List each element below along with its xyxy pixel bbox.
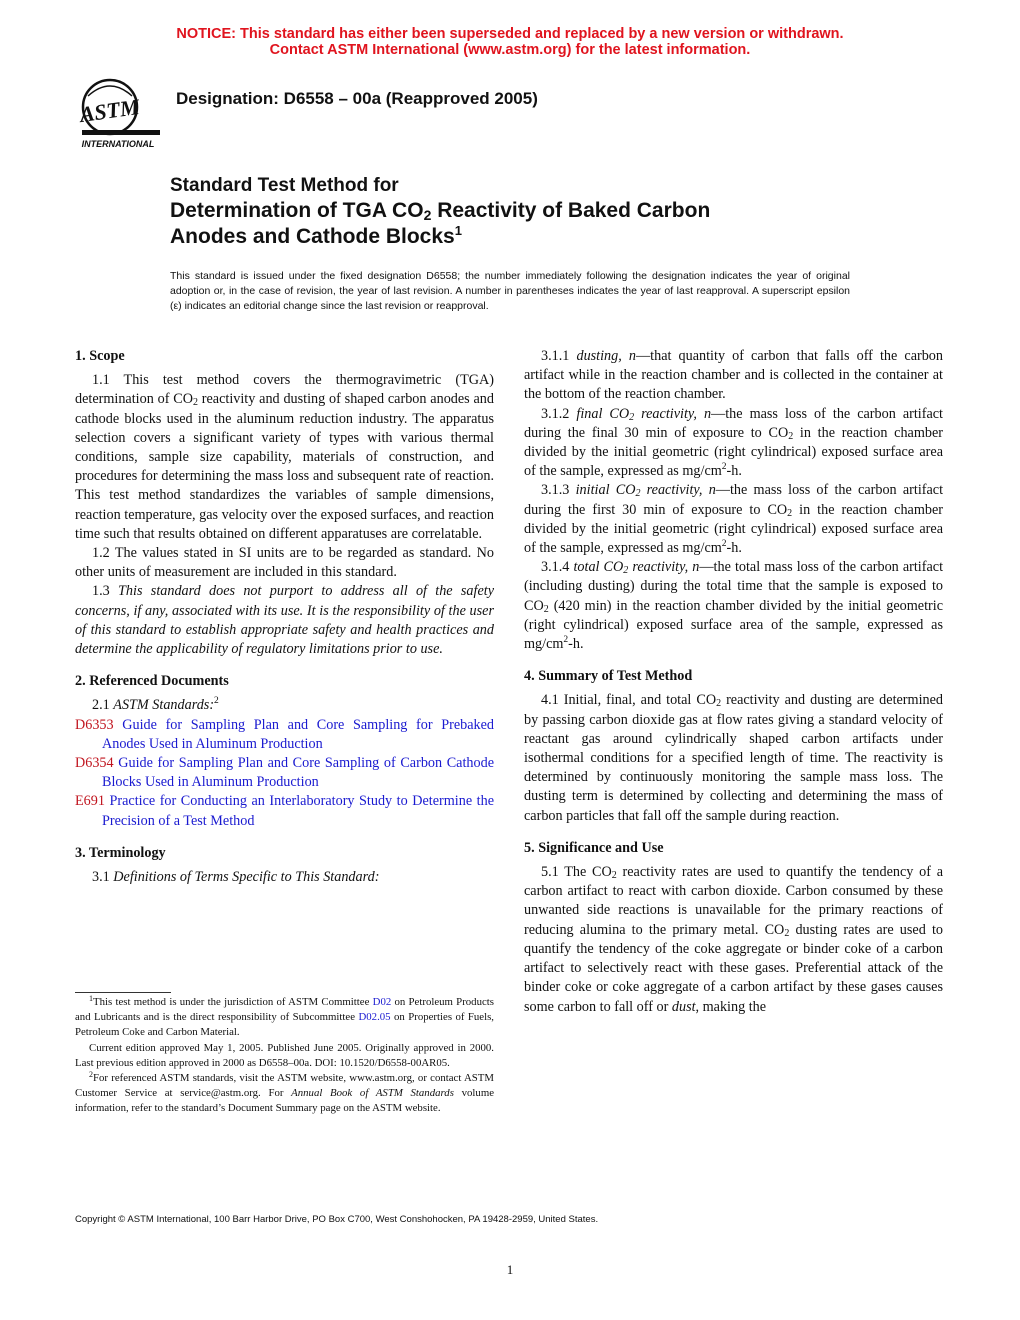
footnotes bbox=[75, 995, 494, 1117]
page-number: 1 bbox=[506, 1262, 514, 1277]
section-heading-significance: 5. Significance and Use bbox=[524, 839, 664, 856]
title-line-2: Anodes and Cathode Blocks$^1$ bbox=[170, 223, 462, 248]
para-3-1-4: 3.1.4 total $CO_2$ reactivity, n—the total mass loss of the carbon artifact (including dusting) during the total time that the sample is exposed to $CO_2$ (420 min) in the reaction chamber divided by the initial geometric (right cylindrical) exposed surface area of the sample, expressed as $mg/cm^2-h$. bbox=[524, 559, 944, 653]
footnote-1-edition: Current edition approved May 1, 2005. Published June 2005. Originally approved in 2000. Last previous edition approved in 2000 as D6558–00a. DOI: 10.1520/D6558-00AR05. bbox=[75, 1041, 494, 1069]
para-2-1: 2.1 ASTM Standards:$^2$ bbox=[92, 696, 219, 714]
ref-link-d6354[interactable]: D6354 Guide for Sampling Plan and Core Sampling of Carbon Cathode Blocks Used in Aluminum Production bbox=[75, 755, 495, 791]
ref-link-d6353[interactable]: D6353 Guide for Sampling Plan and Core Sampling for Prebaked Anodes Used in Aluminum Production bbox=[75, 716, 494, 752]
footnote-rule bbox=[75, 992, 171, 993]
section-heading-summary: 4. Summary of Test Method bbox=[524, 668, 693, 685]
para-1-1: 1.1 This test method covers the thermogravimetric (TGA) determination of $CO_2$ reactivity and dusting of shaped carbon anodes and cathode blocks used in the aluminum reduction industry. The apparatus selection covers a significant variety of types with various thermal conditions, sample size capability, materials of construction, and procedures for determining the mass loss and subsequent rate of reaction. This test method standardizes the variables of sample dimensions, reaction temperature, gas velocity over the exposed surfaces, and reaction time such that results obtained on different apparatuses are correlatable. bbox=[75, 372, 494, 542]
withdrawal-notice bbox=[0, 26, 1020, 58]
para-4-1: 4.1 Initial, final, and total $CO_2$ reactivity and dusting are determined by passing carbon dioxide gas at flow rates giving a standard velocity of reactant gas around cylindrically shaped carbon artifacts under isothermal conditions for a specified length of time. The reactivity is determined by continuously monitoring the sample mass loss. The dusting term is determined by collecting and determining the mass of carbon particles that fall off the sample during reaction. bbox=[524, 692, 943, 824]
logo-letters: ASTM bbox=[78, 93, 141, 128]
copyright: Copyright © ASTM International, 100 Barr Harbor Drive, PO Box C700, West Conshohocken, PA 19428-2959, United States. bbox=[75, 1214, 599, 1225]
ref-link-e691[interactable]: E691 Practice for Conducting an Interlaboratory Study to Determine the Precision of a Test Method bbox=[75, 793, 494, 829]
para-5-1: 5.1 The $CO_2$ reactivity rates are used to quantify the tendency of a carbon artifact to react with carbon dioxide. Carbon consumed by these unwanted side reactions is unavailable for the primary reactions of reducing alumina to the primary metal. $CO_2$ dusting rates are used to quantify the tendency of the coke aggregate or binder coke of a carbon artifact to selectively react with these gases. Preferential attack of the binder coke or coke aggregate of a carbon artifact by these gases causes some carbon to fall off or dust, making the bbox=[524, 864, 944, 1015]
left-column bbox=[75, 347, 494, 887]
para-3-1-1: 3.1.1 dusting, n—that quantity of carbon that falls off the carbon artifact while in the reaction chamber and is collected in the container at the bottom of the reaction chamber. bbox=[524, 348, 943, 403]
title-block bbox=[170, 174, 950, 250]
para-3-1-3: 3.1.3 initial $CO_2$ reactivity, n—the mass loss of the carbon artifact during the first 30 min of exposure to $CO_2$ in the reaction chamber divided by the initial geometric (right cylindrical) exposed surface area of the sample, expressed as $mg/cm^2-h$. bbox=[524, 482, 944, 557]
para-3-1-2: 3.1.2 final $CO_2$ reactivity, n—the mass loss of the carbon artifact during the final 30 min of exposure to $CO_2$ in the reaction chamber divided by the initial geometric (right cylindrical) exposed surface area of the sample, expressed as $mg/cm^2-h$. bbox=[524, 405, 943, 480]
astm-logo bbox=[74, 74, 164, 152]
right-column bbox=[524, 347, 943, 1017]
logo-caption: INTERNATIONAL bbox=[81, 139, 155, 149]
notice-line-1: NOTICE: This standard has either been superseded and replaced by a new version or withdrawn. bbox=[176, 26, 844, 42]
footnote-2: $^2$For referenced ASTM standards, visit the ASTM website, www.astm.org, or contact ASTM Customer Service at service@astm.org. For Annual Book of ASTM Standards volume information, refer to the standard’s Document Summary page on the ASTM website. bbox=[75, 1070, 495, 1115]
section-heading-terminology: 3. Terminology bbox=[75, 844, 166, 861]
section-heading-referenced-documents: 2. Referenced Documents bbox=[75, 673, 229, 690]
para-3-1: 3.1 Definitions of Terms Specific to This Standard: bbox=[92, 869, 380, 886]
issuance-statement: This standard is issued under the fixed designation D6558; the number immediately following the designation indicates the year of original adoption or, in the case of revision, the year of last revision. A number in parentheses indicates the year of last reapproval. A superscript epsilon (ε) indicates an editorial change since the last revision or reapproval. bbox=[170, 270, 850, 312]
footnote-1: $^1$This test method is under the jurisdiction of ASTM Committee D02 on Petroleum Products and Lubricants and is the direct responsibility of Subcommittee D02.05 on Properties of Fuels, Petroleum Coke and Carbon Material. bbox=[75, 994, 495, 1039]
notice-line-2: Contact ASTM International (www.astm.org) for the latest information. bbox=[269, 42, 751, 58]
designation: Designation: D6558 – 00a (Reapproved 2005) bbox=[176, 89, 538, 108]
section-heading-scope: 1. Scope bbox=[75, 348, 125, 364]
committee-link-d02[interactable]: D02 bbox=[372, 996, 392, 1008]
para-1-2: 1.2 The values stated in SI units are to be regarded as standard. No other units of measurement are included in this standard. bbox=[75, 545, 494, 581]
title-pre: Standard Test Method for bbox=[170, 175, 399, 196]
subcommittee-link-d02-05[interactable]: D02.05 bbox=[358, 1011, 391, 1024]
para-1-3: 1.3 This standard does not purport to address all of the safety concerns, if any, associated with its use. It is the responsibility of the user of this standard to establish appropriate safety and health practices and determine the applicability of regulatory limitations prior to use. bbox=[75, 583, 494, 658]
title-line-1: Determination of TGA $CO_2$ Reactivity of Baked Carbon bbox=[170, 199, 711, 223]
